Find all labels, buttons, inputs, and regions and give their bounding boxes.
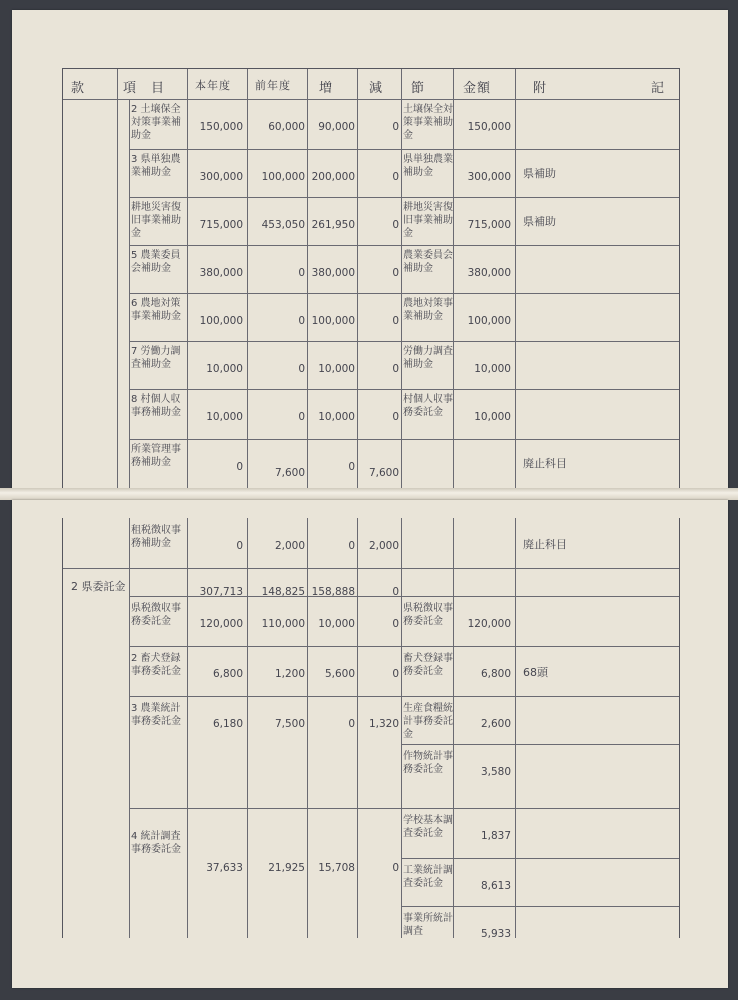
- sub-item-name: 耕地災害復旧事業補助金: [403, 202, 453, 239]
- previous-amount: 110,000: [261, 618, 305, 630]
- item-name: 8 村個人収事務補助金: [131, 394, 181, 418]
- current-amount: 120,000: [199, 618, 243, 630]
- previous-amount: 0: [298, 315, 305, 327]
- decrease-amount: 0: [392, 363, 399, 375]
- sub-item-name: 農業委員会補助金: [403, 250, 453, 274]
- header-setsu: 節: [411, 81, 426, 96]
- sub-amount: 150,000: [467, 121, 511, 133]
- header-zou: 増: [319, 81, 334, 96]
- sub-amount: 2,600: [480, 718, 511, 730]
- ledger-table-bottom: [62, 518, 680, 938]
- previous-amount: 0: [298, 411, 305, 423]
- page-fold: [0, 488, 738, 500]
- sub-amount: 6,800: [480, 668, 511, 680]
- decrease-amount: 0: [392, 171, 399, 183]
- increase-amount: 0: [348, 461, 355, 473]
- current-amount: 6,180: [212, 718, 243, 730]
- sub-amount: 10,000: [474, 411, 511, 423]
- decrease-amount: 7,600: [368, 467, 399, 479]
- header-kou-moku: 項 目: [123, 81, 166, 96]
- decrease-amount: 2,000: [368, 540, 399, 552]
- sub-amount: 300,000: [467, 171, 511, 183]
- current-amount: 307,713: [199, 586, 243, 598]
- previous-amount: 148,825: [261, 586, 305, 598]
- note: 県補助: [523, 167, 556, 180]
- sub-amount: 10,000: [474, 363, 511, 375]
- sub-item-name: 労働力調査補助金: [403, 346, 453, 370]
- ledger-sheet-top: [12, 10, 728, 498]
- previous-amount: 21,925: [268, 862, 305, 874]
- increase-amount: 90,000: [318, 121, 355, 133]
- sub-item-name: 農地対策事業補助金: [403, 298, 453, 322]
- sub-item-name: 土壌保全対策事業補助金: [403, 104, 453, 141]
- sub-amount: 120,000: [467, 618, 511, 630]
- increase-amount: 10,000: [318, 618, 355, 630]
- item-name: 租税徴収事務補助金: [131, 525, 181, 549]
- sub-item-name: 県税徴収事務委託金: [403, 603, 453, 627]
- current-amount: 6,800: [212, 668, 243, 680]
- decrease-amount: 0: [392, 618, 399, 630]
- decrease-amount: 0: [392, 586, 399, 598]
- decrease-amount: 1,320: [368, 718, 399, 730]
- item-name: 7 労働力調査補助金: [131, 346, 181, 370]
- header-ki: 記: [651, 81, 666, 96]
- increase-amount: 10,000: [318, 411, 355, 423]
- header-previous: 前年度: [255, 79, 291, 92]
- note: 68頭: [523, 666, 548, 679]
- item-name: 3 県単独農業補助金: [131, 154, 181, 178]
- increase-amount: 158,888: [311, 586, 355, 598]
- decrease-amount: 0: [392, 267, 399, 279]
- sub-amount: 1,837: [480, 830, 511, 842]
- previous-amount: 7,600: [274, 467, 305, 479]
- header-gen: 減: [369, 81, 384, 96]
- ledger-sheet-bottom: [12, 500, 728, 988]
- sub-amount: 100,000: [467, 315, 511, 327]
- header-kingaku: 金額: [463, 81, 492, 96]
- sub-amount: 380,000: [467, 267, 511, 279]
- decrease-amount: 0: [392, 668, 399, 680]
- sub-item-name: 事業所統計調査: [403, 913, 453, 937]
- increase-amount: 5,600: [324, 668, 355, 680]
- increase-amount: 261,950: [311, 219, 355, 231]
- increase-amount: 0: [348, 540, 355, 552]
- current-amount: 100,000: [199, 315, 243, 327]
- current-amount: 715,000: [199, 219, 243, 231]
- current-amount: 0: [236, 461, 243, 473]
- previous-amount: 2,000: [274, 540, 305, 552]
- increase-amount: 380,000: [311, 267, 355, 279]
- decrease-amount: 0: [392, 219, 399, 231]
- previous-amount: 0: [298, 363, 305, 375]
- increase-amount: 100,000: [311, 315, 355, 327]
- sub-item-name: 生産食糧統計事務委託金: [403, 703, 453, 740]
- item-name: 3 農業統計事務委託金: [131, 703, 181, 727]
- item-name: 所業管理事務補助金: [131, 444, 181, 468]
- item-name: 5 農業委員会補助金: [131, 250, 181, 274]
- note: 廃止科目: [523, 457, 567, 470]
- current-amount: 300,000: [199, 171, 243, 183]
- sub-item-name: 学校基本調査委託金: [403, 815, 453, 839]
- item-name: 2 畜犬登録事務委託金: [131, 653, 181, 677]
- sub-item-name: 畜犬登録事務委託金: [403, 653, 453, 677]
- decrease-amount: 0: [392, 411, 399, 423]
- increase-amount: 15,708: [318, 862, 355, 874]
- increase-amount: 0: [348, 718, 355, 730]
- ledger-table-top: [62, 68, 680, 490]
- current-amount: 10,000: [206, 411, 243, 423]
- sub-amount: 715,000: [467, 219, 511, 231]
- previous-amount: 100,000: [261, 171, 305, 183]
- previous-amount: 7,500: [274, 718, 305, 730]
- item-name: 耕地災害復旧事業補助金: [131, 202, 181, 239]
- header-current: 本年度: [195, 79, 231, 92]
- header-fu: 附: [533, 81, 548, 96]
- sub-amount: 3,580: [480, 766, 511, 778]
- decrease-amount: 0: [392, 315, 399, 327]
- sub-item-name: 工業統計調査委託金: [403, 865, 453, 889]
- increase-amount: 10,000: [318, 363, 355, 375]
- sub-item-name: 作物統計事務委託金: [403, 751, 453, 775]
- sub-amount: 8,613: [480, 880, 511, 892]
- item-name: 6 農地対策事業補助金: [131, 298, 181, 322]
- item-name: 県税徴収事務委託金: [131, 603, 181, 627]
- current-amount: 150,000: [199, 121, 243, 133]
- decrease-amount: 0: [392, 121, 399, 133]
- previous-amount: 60,000: [268, 121, 305, 133]
- current-amount: 380,000: [199, 267, 243, 279]
- sub-item-name: 県単独農業補助金: [403, 154, 453, 178]
- note: 廃止科目: [523, 538, 567, 551]
- decrease-amount: 0: [392, 862, 399, 874]
- kan-name: 2 県委託金: [71, 580, 126, 593]
- item-name: 2 土壌保全対策事業補助金: [131, 104, 181, 141]
- previous-amount: 1,200: [274, 668, 305, 680]
- current-amount: 0: [236, 540, 243, 552]
- sub-item-name: 村個人収事務委託金: [403, 394, 453, 418]
- current-amount: 37,633: [206, 862, 243, 874]
- increase-amount: 200,000: [311, 171, 355, 183]
- note: 県補助: [523, 215, 556, 228]
- current-amount: 10,000: [206, 363, 243, 375]
- previous-amount: 0: [298, 267, 305, 279]
- header-kan: 款: [71, 81, 86, 96]
- previous-amount: 453,050: [261, 219, 305, 231]
- item-name: 4 統計調査事務委託金: [131, 831, 181, 855]
- sub-amount: 5,933: [480, 928, 511, 940]
